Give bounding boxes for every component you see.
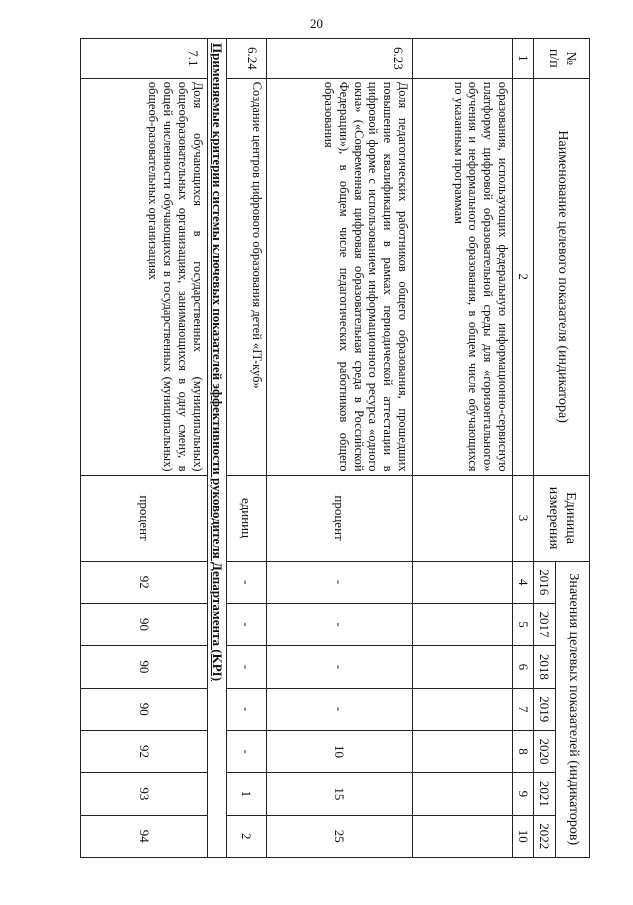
value-cell: - <box>227 603 267 645</box>
indicator-unit: процент <box>267 475 413 561</box>
table-row <box>267 39 413 858</box>
header-unit: Единица измерения <box>534 475 590 561</box>
section-title: Применяемые критерии системы ключевых показателей эффективности руководителя Департамента (KPI) <box>207 39 226 858</box>
value-cell: - <box>267 646 413 688</box>
col-number: 6 <box>513 646 534 688</box>
row-number: 6.24 <box>227 39 267 79</box>
value-cell <box>413 646 513 688</box>
value-cell: 93 <box>81 773 208 815</box>
value-cell <box>413 773 513 815</box>
header-year: 2022 <box>534 815 556 857</box>
header-year: 2019 <box>534 688 556 730</box>
col-number: 4 <box>513 561 534 603</box>
header-values-group: Значения целевых показателей (индикаторов) <box>556 561 590 857</box>
indicator-unit <box>413 475 513 561</box>
value-cell: 92 <box>81 561 208 603</box>
value-cell: 90 <box>81 688 208 730</box>
header-year: 2020 <box>534 730 556 772</box>
value-cell: - <box>227 561 267 603</box>
col-number: 3 <box>513 475 534 561</box>
col-number: 7 <box>513 688 534 730</box>
header-year: 2018 <box>534 646 556 688</box>
row-number: 7.1 <box>81 39 208 79</box>
value-cell <box>413 815 513 857</box>
col-number: 9 <box>513 773 534 815</box>
header-num: № п/п <box>534 39 590 79</box>
col-number: 10 <box>513 815 534 857</box>
header-year: 2016 <box>534 561 556 603</box>
value-cell: 90 <box>81 603 208 645</box>
value-cell: - <box>227 730 267 772</box>
indicators-table <box>80 38 590 858</box>
value-cell: - <box>227 688 267 730</box>
row-number <box>413 39 513 79</box>
indicator-unit: процент <box>81 475 208 561</box>
col-number: 1 <box>513 39 534 79</box>
indicator-unit: единиц <box>227 475 267 561</box>
value-cell: 1 <box>227 773 267 815</box>
value-cell: 25 <box>267 815 413 857</box>
value-cell: 15 <box>267 773 413 815</box>
value-cell: 2 <box>227 815 267 857</box>
table-row <box>227 39 267 858</box>
indicator-name: Доля педагогических работников общего образования, прошедших повышение квалификации в рамках периодической аттестации в цифровой форме с использованием информационного ресурса «одного окна» («Современная цифровая образовательная среда в Российской Федерации»), в общем числе педагогических работников общего образования <box>267 78 413 475</box>
indicator-name: Создание центров цифрового образования детей «IT-куб» <box>227 78 267 475</box>
value-cell: - <box>267 688 413 730</box>
value-cell <box>413 561 513 603</box>
value-cell: 90 <box>81 646 208 688</box>
value-cell: - <box>227 646 267 688</box>
indicator-name: образования, использующих федеральную информационно-сервисную платформу цифровой образовательной среды для «горизонтального» обучения и неформального образования, в общем числе обучающихся по указанным программам <box>413 78 513 475</box>
table-row <box>413 39 513 858</box>
row-number: 6.23 <box>267 39 413 79</box>
value-cell <box>413 688 513 730</box>
col-number: 2 <box>513 78 534 475</box>
value-cell <box>413 603 513 645</box>
table-row <box>81 39 208 858</box>
indicator-name: Доля обучающихся в государственных (муниципальных) общеобразовательных организациях, занимающихся в одну смену, в общей численности обучающихся в государственных (муниципальных) общеоб-разовательных организациях <box>81 78 208 475</box>
header-year: 2017 <box>534 603 556 645</box>
header-year: 2021 <box>534 773 556 815</box>
rotated-table-container <box>80 38 590 858</box>
value-cell: - <box>267 561 413 603</box>
value-cell: 10 <box>267 730 413 772</box>
header-name: Наименование целевого показателя (индикатора) <box>534 78 590 475</box>
value-cell: - <box>267 603 413 645</box>
col-number: 5 <box>513 603 534 645</box>
page-number: 20 <box>310 16 323 31</box>
col-number: 8 <box>513 730 534 772</box>
section-row <box>207 39 226 858</box>
value-cell <box>413 730 513 772</box>
value-cell: 94 <box>81 815 208 857</box>
value-cell: 92 <box>81 730 208 772</box>
